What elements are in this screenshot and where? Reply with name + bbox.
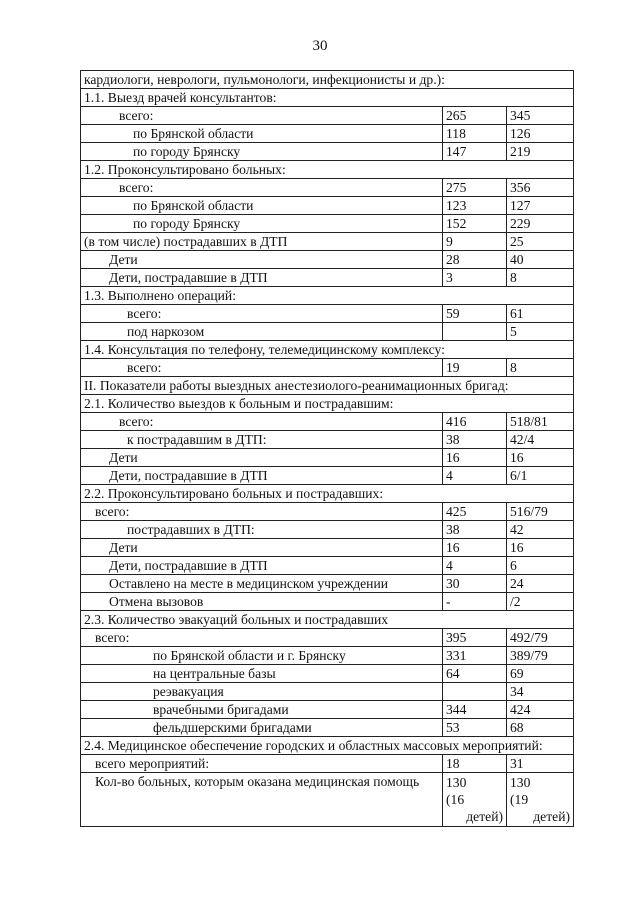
row-label: Оставлено на месте в медицинском учреждении [81,575,443,593]
row-label: всего: [81,503,443,521]
value-current: 31 [507,755,574,773]
value-current [507,773,574,827]
value-current: 229 [507,215,574,233]
table-row [81,503,574,521]
value-current: 8 [507,359,574,377]
page-number: 30 [312,38,328,54]
value-current: 42 [507,521,574,539]
value-previous: 118 [443,125,507,143]
value-previous: 4 [443,557,507,575]
table-row [81,89,574,107]
section-heading: II. Показатели работы выездных анестезиолого-реанимационных бригад: [81,377,574,395]
row-label: Дети, пострадавшие в ДТП [81,557,443,575]
value-line: (16 [446,792,465,807]
section-heading: кардиологи, неврологи, пульмонологи, инфекционисты и др.): [81,71,574,89]
value-current: 518/81 [507,413,574,431]
value-current: 16 [507,539,574,557]
statistics-table [80,70,574,827]
value-current: 389/79 [507,647,574,665]
row-label: (в том числе) пострадавших в ДТП [81,233,443,251]
table-row [81,179,574,197]
row-label: реэвакуация [81,683,443,701]
row-label: пострадавших в ДТП: [81,521,443,539]
value-current: 68 [507,719,574,737]
table-row [81,485,574,503]
row-label: всего: [81,179,443,197]
row-label: по Брянской области и г. Брянску [81,647,443,665]
table-row [81,575,574,593]
row-label: Дети, пострадавшие в ДТП [81,467,443,485]
table-row [81,665,574,683]
table-row [81,341,574,359]
value-previous: 9 [443,233,507,251]
row-label: всего: [81,629,443,647]
row-label: по Брянской области [81,197,443,215]
table-row [81,449,574,467]
table-row [81,773,574,827]
table-row [81,737,574,755]
row-label: к пострадавшим в ДТП: [81,431,443,449]
table-row [81,215,574,233]
table-row [81,593,574,611]
value-current: 8 [507,269,574,287]
value-previous: 16 [443,449,507,467]
statistics-table-body [81,71,574,827]
value-current: 34 [507,683,574,701]
row-label: врачебными бригадами [81,701,443,719]
value-previous: 147 [443,143,507,161]
table-row [81,413,574,431]
value-previous: 64 [443,665,507,683]
table-row [81,701,574,719]
value-previous: 30 [443,575,507,593]
row-label: по городу Брянску [81,143,443,161]
table-row [81,125,574,143]
table-row [81,233,574,251]
value-previous: 344 [443,701,507,719]
value-previous [443,323,507,341]
row-label: Дети, пострадавшие в ДТП [81,269,443,287]
value-previous: 53 [443,719,507,737]
table-row [81,611,574,629]
section-heading: 2.3. Количество эвакуаций больных и пострадавших [81,611,574,629]
value-current: 40 [507,251,574,269]
value-current: 127 [507,197,574,215]
table-row [81,539,574,557]
row-label: всего: [81,413,443,431]
row-label: под наркозом [81,323,443,341]
value-previous: 38 [443,431,507,449]
section-heading: 2.1. Количество выездов к больным и пострадавшим: [81,395,574,413]
row-label: Дети [81,539,443,557]
value-line: детей) [533,809,570,824]
value-current: 61 [507,305,574,323]
section-heading: 1.2. Проконсультировано больных: [81,161,574,179]
table-row [81,161,574,179]
table-row [81,719,574,737]
value-previous: 19 [443,359,507,377]
table-row [81,557,574,575]
section-heading: 2.4. Медицинское обеспечение городских и областных массовых мероприятий: [81,737,574,755]
table-row [81,287,574,305]
table-row [81,377,574,395]
value-current: /2 [507,593,574,611]
value-current: 492/79 [507,629,574,647]
value-previous [443,773,507,827]
table-row [81,647,574,665]
table-row [81,323,574,341]
row-label: по городу Брянску [81,215,443,233]
value-current: 6 [507,557,574,575]
value-current: 356 [507,179,574,197]
value-previous: 18 [443,755,507,773]
value-previous: 425 [443,503,507,521]
value-previous: 38 [443,521,507,539]
value-previous: 152 [443,215,507,233]
value-current: 126 [507,125,574,143]
section-heading: 1.1. Выезд врачей консультантов: [81,89,574,107]
table-row [81,269,574,287]
value-previous: 416 [443,413,507,431]
value-current: 25 [507,233,574,251]
table-row [81,755,574,773]
value-current: 219 [507,143,574,161]
value-previous: - [443,593,507,611]
row-label: всего: [81,305,443,323]
section-heading: 1.3. Выполнено операций: [81,287,574,305]
value-current: 424 [507,701,574,719]
table-row [81,359,574,377]
value-previous: 16 [443,539,507,557]
table-row [81,251,574,269]
value-previous: 265 [443,107,507,125]
row-label: фельдшерскими бригадами [81,719,443,737]
row-label: Дети [81,251,443,269]
row-label: по Брянской области [81,125,443,143]
value-current: 69 [507,665,574,683]
value-current: 24 [507,575,574,593]
value-current: 6/1 [507,467,574,485]
value-current: 42/4 [507,431,574,449]
value-previous: 4 [443,467,507,485]
value-previous: 331 [443,647,507,665]
value-previous: 3 [443,269,507,287]
table-row [81,629,574,647]
row-label: Дети [81,449,443,467]
value-previous: 59 [443,305,507,323]
row-label: всего: [81,359,443,377]
row-label: всего мероприятий: [81,755,443,773]
table-row [81,683,574,701]
table-row [81,395,574,413]
table-row [81,107,574,125]
table-row [81,467,574,485]
table-row [81,305,574,323]
value-line: (19 [510,792,529,807]
value-previous: 123 [443,197,507,215]
section-heading: 2.2. Проконсультировано больных и пострадавших: [81,485,574,503]
table-row [81,143,574,161]
value-previous: 395 [443,629,507,647]
value-line: 130 [510,775,531,790]
value-current: 345 [507,107,574,125]
value-current: 516/79 [507,503,574,521]
value-line: 130 [446,775,467,790]
row-label: всего: [81,107,443,125]
table-row [81,431,574,449]
row-label: Отмена вызовов [81,593,443,611]
row-label: Кол-во больных, которым оказана медицинская помощь [81,773,443,827]
section-heading: 1.4. Консультация по телефону, телемедицинскому комплексу: [81,341,574,359]
table-row [81,521,574,539]
value-current: 5 [507,323,574,341]
table-row [81,71,574,89]
table-row [81,197,574,215]
value-previous [443,683,507,701]
value-line: детей) [466,809,503,824]
value-current: 16 [507,449,574,467]
value-previous: 275 [443,179,507,197]
value-previous: 28 [443,251,507,269]
row-label: на центральные базы [81,665,443,683]
